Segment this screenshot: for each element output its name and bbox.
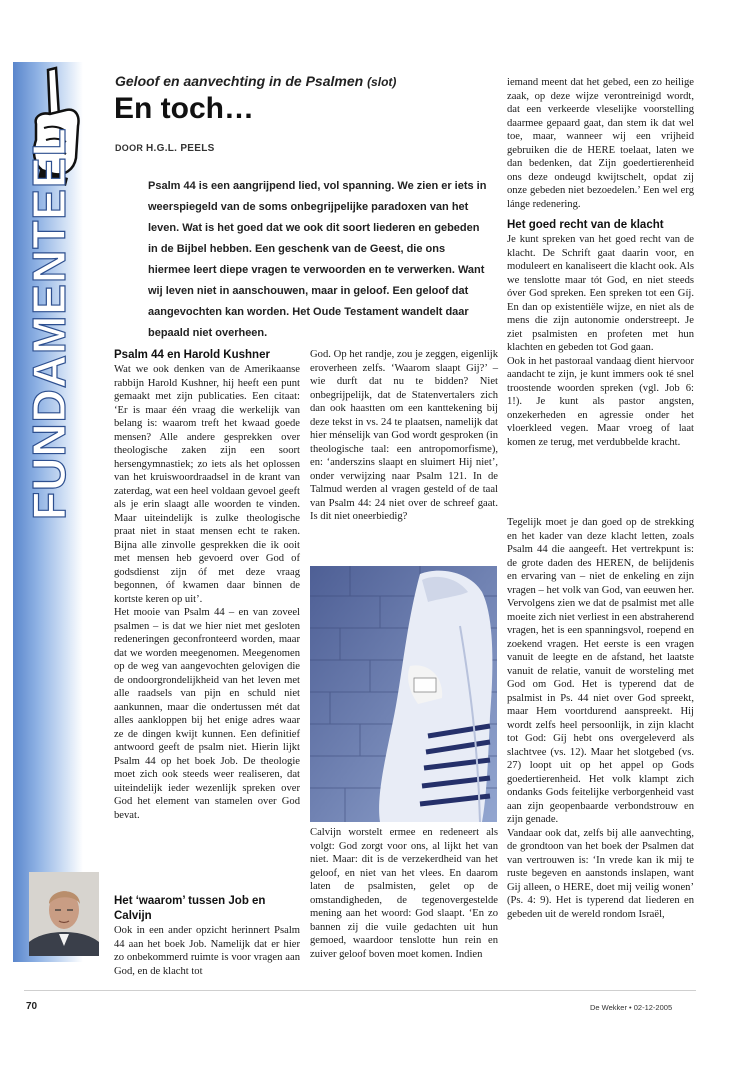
author-name: H.G.L. PEELS <box>146 143 215 154</box>
section-heading: Het ‘waarom’ tussen Job en Calvijn <box>114 895 266 922</box>
paragraph: Wat we ook denken van de Amerikaanse rabbijn Harold Kushner, hij heeft een punt gemaakt met zijn publicaties. Een citaat: ‘Er is maar één vraag die werkelijk van belang is: waarom treft het kwaad goede mensen? Alle andere gesprekken over theologische zaken zijn een soort hersengymnastiek; zo iets als het oplossen van het kruiswoordraadsel in de krant van zaterdag, wat een heel voldaan gevoel geeft als je erin slaagt alle woorden te vinden. Maar uiteindelijk is zulke theologische praat niet in staat mensen echt te raken. Bijna alle zinvolle gesprekken die ik ooit met mensen heb gevoerd over God of godsdienst zijn óf met deze vraag begonnen, óf kwamen daar binnen de kortste keren op uit’. <box>114 364 300 605</box>
column-2-continued <box>310 826 498 961</box>
page-title: En toch… <box>114 92 254 125</box>
intro-paragraph: Psalm 44 is een aangrijpend lied, vol spanning. We zien er iets in weerspiegeld van de soms onbegrijpelijke paradoxen van het leven. Wat is het goed dat we ook dit soort liederen en gebeden in de Bijbel hebben. Een geschenk van de Geest, die ons hiermee leert diepe vragen te verwoorden en te verwerken. Want wij leven niet in aanschouwen, maar in geloof. Een geloof dat aangevochten kan worden. Het Oude Testament wandelt daar bepaald niet overheen. <box>148 180 487 339</box>
paragraph: Calvijn worstelt ermee en redeneert als volgt: God zorgt voor ons, al lijkt het van niet. Maar: dit is de verzekerdheid van het geloof, en niet van het vlees. En daarom laten de psalmisten, gelet op de omstandigheden, de tegenovergestelde mening aan het woord: God slaapt. ‘En zo bannen zij die vuile gedachten uit hun gemoed, waardoor tenslotte hun rein en zuiver geloof boven moet komen. Indien <box>310 827 498 960</box>
paragraph: iemand meent dat het gebed, een zo heilige zaak, op deze wijze verontreinigd wordt, dat een verkeerde vleselijke voorstelling daarmee gepaard gaat, dan stem ik dat wel toe, maar, wanneer wij een vrijheid gebruiken die de HERE toelaat, laten we dan bedenken, dat Zijn goedertierenheid ons deze ondeugd kwijtschelt, opdat zij onze gebeden niet bezoedelen.’ Een wel erg lánge redenering. <box>507 77 694 210</box>
footer-rule <box>24 990 696 991</box>
series-title: Geloof en aanvechting in de Psalmen <box>115 73 364 89</box>
paragraph: Tegelijk moet je dan goed op de strekking en het kader van deze klacht letten, zoals Psalm 44 die aangeeft. Het vertrekpunt is: de grote daden des HEREN, de belijdenis en ervaring van – niet de enkeling en zijn vragen – het volk van God, van eeuwen her. Vervolgens zien we dat de psalmist met alle moeite zich niet verliest in een abstraherend vragen, het is een spanningsvol, roepend en zoekend vragen. Het eerste is een vragen vanuit de leegte en de afstand, het laatste vanuit de relatie, vanuit de worsteling met God om God. Het is typerend dat de psalmist in Ps. 44 niet over God spreekt, maar Hem voortdurend aanspreekt. Hij wordt zelfs heel persoonlijk, in zijn klacht tot God: Gíj hebt ons overgeleverd als slachtvee (vs. 12). Maar het slotgebed (vs. 27) loopt uit op het appel op Gods goedertierenheid. Het volk klampt zich ondanks Gods feitelijke verborgenheid vast aan zijn geopenbaarde verbondstrouw en zijn genade. <box>507 517 694 825</box>
series-part: (slot) <box>367 75 397 89</box>
column-3-continued <box>507 516 694 921</box>
column-1-continued <box>114 894 300 978</box>
section-heading: Psalm 44 en Harold Kushner <box>114 349 270 361</box>
column-3 <box>507 76 694 449</box>
paragraph: Vandaar ook dat, zelfs bij alle aanvechting, de grondtoon van het boek der Psalmen dat van vertrouwen is: ‘In vrede kan ik mij te ruste begeven en aanstonds inslapen, want Gij alleen, o HERE, doet mij veilig wonen’ (Ps. 4: 9). Het is typerend dat liederen en gebeden uit de wereld rondom Israël, <box>507 827 694 920</box>
section-heading: Het goed recht van de klacht <box>507 219 664 231</box>
author-portrait <box>29 872 99 956</box>
page-number: 70 <box>26 1001 38 1012</box>
praying-man-photo <box>310 566 497 822</box>
paragraph: Ook in het pastoraal vandaag dient hiervoor aandacht te zijn, je kunt immers ook té snel troostende woorden spreken (vgl. Job 6: 1!). Je kunt als pastor angsten, onzekerheden en agressie onder het vloerkleed vegen. Maar vroeg of laat komen ze terug, met verdubbelde kracht. <box>507 355 694 448</box>
section-label: FUNDAMENTEEL <box>23 127 75 520</box>
paragraph: God. Op het randje, zou je zeggen, eigenlijk eroverheen zelfs. ‘Waarom slaapt Gij?’ – wie durft dat nu te bidden? Niet onbegrijpelijk, dat de Statenvertalers zich dan ook haastten om een kanttekening bij deze tekst in vs. 24 te plaatsen, namelijk dat hier ménselijk van God wordt gesproken (in theologische taal: een antropomorfisme), en: ‘anderszins slaapt en sluimert Hij niet’, onder verwijzing naar Psalm 121. In de Talmud werden al vragen gesteld of de taal van Psalm 44: 24 niet over de schreef gaat. Is dit niet oneerbiedig? <box>310 349 498 522</box>
paragraph: Je kunt spreken van het goed recht van de klacht. De Schrift gaat daarin voor, en moduleert en kanaliseert die klacht ook. Als we tenslotte maar tót God, en niet steeds óver God spreken. Een spreken tot een Gíj. En dan op existentiële wijze, en niet als de mens die zijn autonomie onderstreept. Je ziet psalmisten en profeten met hun klachten en gebeden tot God gaan. <box>507 234 694 353</box>
byline-prefix: DOOR <box>115 143 144 153</box>
column-1 <box>114 348 300 822</box>
byline <box>115 143 215 154</box>
paragraph: Het mooie van Psalm 44 – en van zoveel psalmen – is dat we hier niet met gesloten redeneringen geconfronteerd worden, maar dat we worden meegenomen. Meegenomen op de weg van aangevochten gelovigen die de ondoorgrondelijkheid van het leven met alle raadsels van pijn en schuld niet aankunnen, maar die ondertussen mét dat alles aankloppen bij het enige adres waar ze de dingen kwijt kunnen. Een definitief antwoord geeft de psalm niet. Hierin lijkt Psalm 44 op het boek Job. De theologie moet zich ook steeds weer realiseren, dat uiteindelijk ieder wezenlijk spreken over God het element van stamelen over God bevat. <box>114 607 300 821</box>
publication-footer: De Wekker • 02-12-2005 <box>590 1003 673 1012</box>
article-subtitle <box>115 73 396 89</box>
column-2 <box>310 348 498 524</box>
paragraph: Ook in een ander opzicht herinnert Psalm 44 aan het boek Job. Namelijk dat er hier zo onbekommerd ruimte is voor vragen aan God, en de klacht tot <box>114 925 300 977</box>
